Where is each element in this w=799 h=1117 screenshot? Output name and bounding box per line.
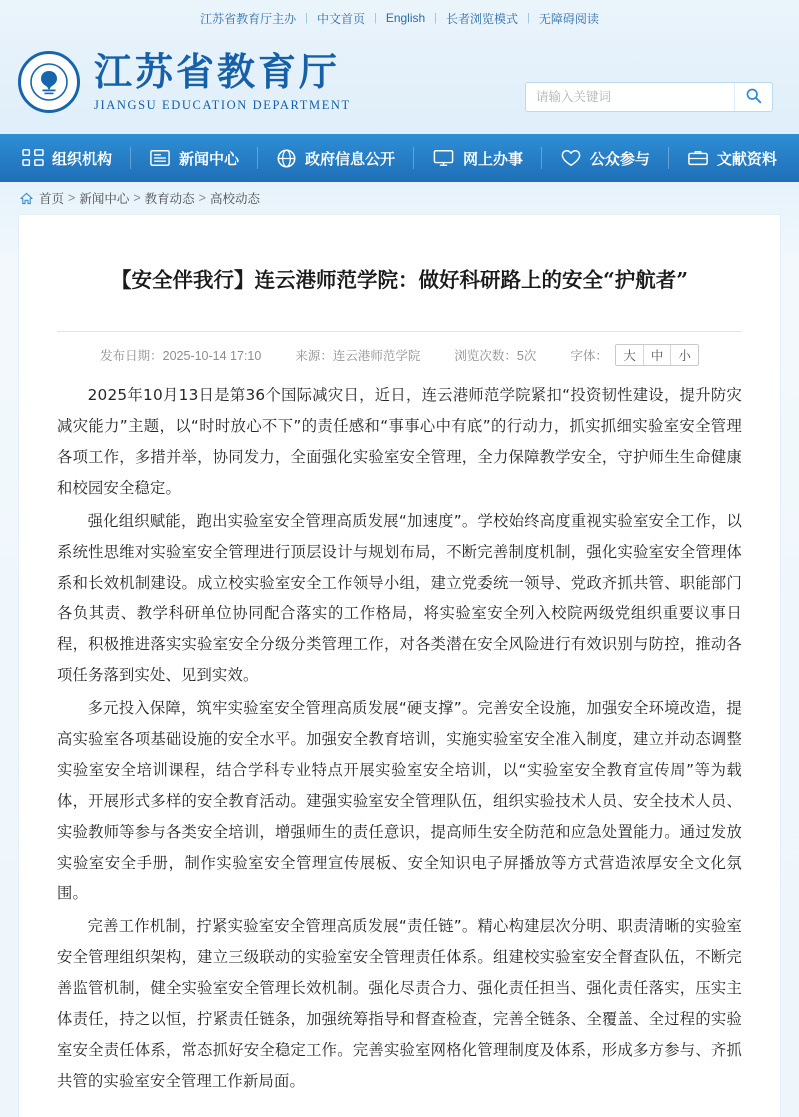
- nav-divider: [668, 147, 669, 169]
- nav-item-label: 文献资料: [716, 150, 777, 168]
- breadcrumb-separator: >: [198, 191, 206, 205]
- org-chart-icon: [22, 148, 44, 168]
- view-count: [454, 346, 536, 364]
- breadcrumb-separator: >: [133, 191, 141, 205]
- article-paragraph: 多元投入保障，筑牢实验室安全管理高质发展“硬支撑”。完善安全设施，加强安全环境改造，提高实验室各项基础设施的安全水平。加强安全教育培训，实施实验室安全准入制度，建立并动态调整实验室安全培训课程，结合学科专业特点开展实验室安全培训，以“实验室安全教育宣传周”等为载体，开展形式多样的安全教育活动。建强实验室安全管理队伍，组织实验技术人员、安全技术人员、实验教师等参与各类安全培训，增强师生的责任意识，提高师生安全防范和应急处置能力。通过发放实验室安全手册，制作实验室安全管理宣传展板、安全知识电子屏播放等方式营造浓厚安全文化氛围。: [57, 699, 742, 903]
- source-label: 来源：: [295, 349, 333, 364]
- main-navigation: [0, 134, 799, 182]
- search-input[interactable]: [526, 83, 734, 111]
- article-paragraph: 完善工作机制，拧紧实验室安全管理高质发展“责任链”。精心构建层次分明、职责清晰的实验室安全管理组织架构，建立三级联动的实验室安全管理责任体系。组建校实验室安全督查队伍，不断完善监管机制，健全实验室安全管理长效机制。强化尽责合力、强化责任担当、强化责任落实，压实主体责任，持之以恒，拧紧责任链条，加强统筹指导和督查检查，完善全链条、全覆盖、全过程的实验室安全责任体系，常态抓好安全稳定工作。完善实验室网格化管理制度及体系，形成多方参与、齐抓共管的实验室安全管理工作新局面。: [57, 917, 742, 1090]
- nav-item-documents[interactable]: [681, 148, 783, 169]
- article-meta: [57, 332, 742, 380]
- nav-item-label: 公众参与: [589, 150, 650, 168]
- topbar-link-elder-mode[interactable]: 长者浏览模式: [446, 11, 519, 26]
- nav-divider: [413, 147, 414, 169]
- logo-title-en: JIANGSU EDUCATION DEPARTMENT: [94, 97, 351, 112]
- topbar-link-chinese-home[interactable]: 中文首页: [316, 11, 365, 26]
- search-icon: [745, 87, 762, 107]
- breadcrumb-separator: >: [68, 191, 76, 205]
- search-button[interactable]: [734, 83, 772, 111]
- search-box[interactable]: [525, 82, 773, 112]
- globe-icon: [276, 148, 297, 169]
- topbar-separator: |: [434, 12, 438, 24]
- nav-item-organization[interactable]: [16, 148, 118, 169]
- heart-icon: [560, 148, 582, 168]
- nav-item-news[interactable]: [143, 148, 245, 169]
- nav-divider: [541, 147, 542, 169]
- topbar-link-english[interactable]: English: [385, 11, 426, 25]
- breadcrumb-item-university-news[interactable]: 高校动态: [209, 192, 260, 206]
- font-size-control: [570, 344, 699, 366]
- publish-date-label: 发布日期：: [100, 349, 163, 364]
- topbar-separator: |: [305, 12, 308, 24]
- nav-divider: [257, 147, 258, 169]
- nav-item-government-info[interactable]: [270, 148, 401, 169]
- breadcrumb-item-home[interactable]: 首页: [39, 192, 65, 206]
- breadcrumb: [0, 182, 799, 214]
- nav-item-label: 新闻中心: [178, 150, 239, 168]
- page-title: 【安全伴我行】连云港师范学院：做好科研路上的安全“护航者”: [110, 267, 689, 292]
- breadcrumb-item-education-news[interactable]: 教育动态: [144, 192, 195, 206]
- site-logo[interactable]: [18, 48, 351, 113]
- newspaper-icon: [149, 148, 171, 168]
- emblem-icon: [18, 51, 80, 113]
- briefcase-icon: [687, 148, 709, 168]
- topbar-separator: |: [527, 12, 530, 24]
- article-paragraph: 强化组织赋能，跑出实验室安全管理高质发展“加速度”。学校始终高度重视实验室安全工作，以系统性思维对实验室安全管理进行顶层设计与规划布局，不断完善制度机制，强化实验室安全管理体系和长效机制建设。成立校实验室安全工作领导小组，建立党委统一领导、党政齐抓共管、职能部门各负其责、教学科研单位协同配合落实的工作格局，将实验室安全列入校院两级党组织重要议事日程，积极推进落实实验室安全分级分类管理工作，对各类潜在安全风险进行有效识别与防控，推动各项任务落到实处、见到实效。: [57, 511, 742, 685]
- topbar-separator: |: [373, 12, 377, 24]
- article-card: [18, 214, 781, 1117]
- nav-item-label: 政府信息公开: [304, 150, 395, 168]
- views-value: 5次: [516, 349, 537, 364]
- article-source: [295, 346, 420, 364]
- views-label: 浏览次数：: [454, 349, 517, 364]
- font-size-label: 字体：: [570, 349, 608, 364]
- nav-item-label: 组织机构: [51, 150, 112, 168]
- breadcrumb-item-news-center[interactable]: 新闻中心: [79, 192, 130, 206]
- nav-item-label: 网上办事: [462, 150, 523, 168]
- font-size-large[interactable]: 大: [616, 345, 644, 365]
- home-icon: [20, 192, 33, 205]
- article-body: [57, 380, 742, 1096]
- publish-date-value: 2025-10-14 17:10: [162, 349, 262, 364]
- utility-topbar: [0, 0, 799, 30]
- publish-date: [100, 346, 261, 364]
- nav-divider: [130, 147, 131, 169]
- font-size-small[interactable]: 小: [671, 345, 698, 365]
- nav-item-public-participation[interactable]: [554, 148, 656, 169]
- logo-title-cn: 江苏省教育厅: [94, 48, 341, 94]
- article-paragraph: 2025年10月13日是第36个国际减灾日，近日，连云港师范学院紧扣“投资韧性建设，提升防灾减灾能力”主题，以“时时放心不下”的责任感和“事事心中有底”的行动力，抓实抓细实验室安全管理各项工作，多措并举，协同发力，全面强化实验室安全管理，全力保障教学安全，守护师生生命健康和校园安全稳定。: [57, 386, 742, 497]
- font-size-group[interactable]: [615, 344, 699, 366]
- site-header: [0, 30, 799, 134]
- monitor-icon: [432, 148, 455, 168]
- font-size-medium[interactable]: 中: [644, 345, 672, 365]
- topbar-link-host[interactable]: 江苏省教育厅主办: [200, 11, 297, 26]
- source-value: 连云港师范学院: [332, 349, 421, 364]
- topbar-link-accessibility[interactable]: 无障碍阅读: [538, 11, 599, 26]
- nav-item-online-services[interactable]: [426, 148, 529, 169]
